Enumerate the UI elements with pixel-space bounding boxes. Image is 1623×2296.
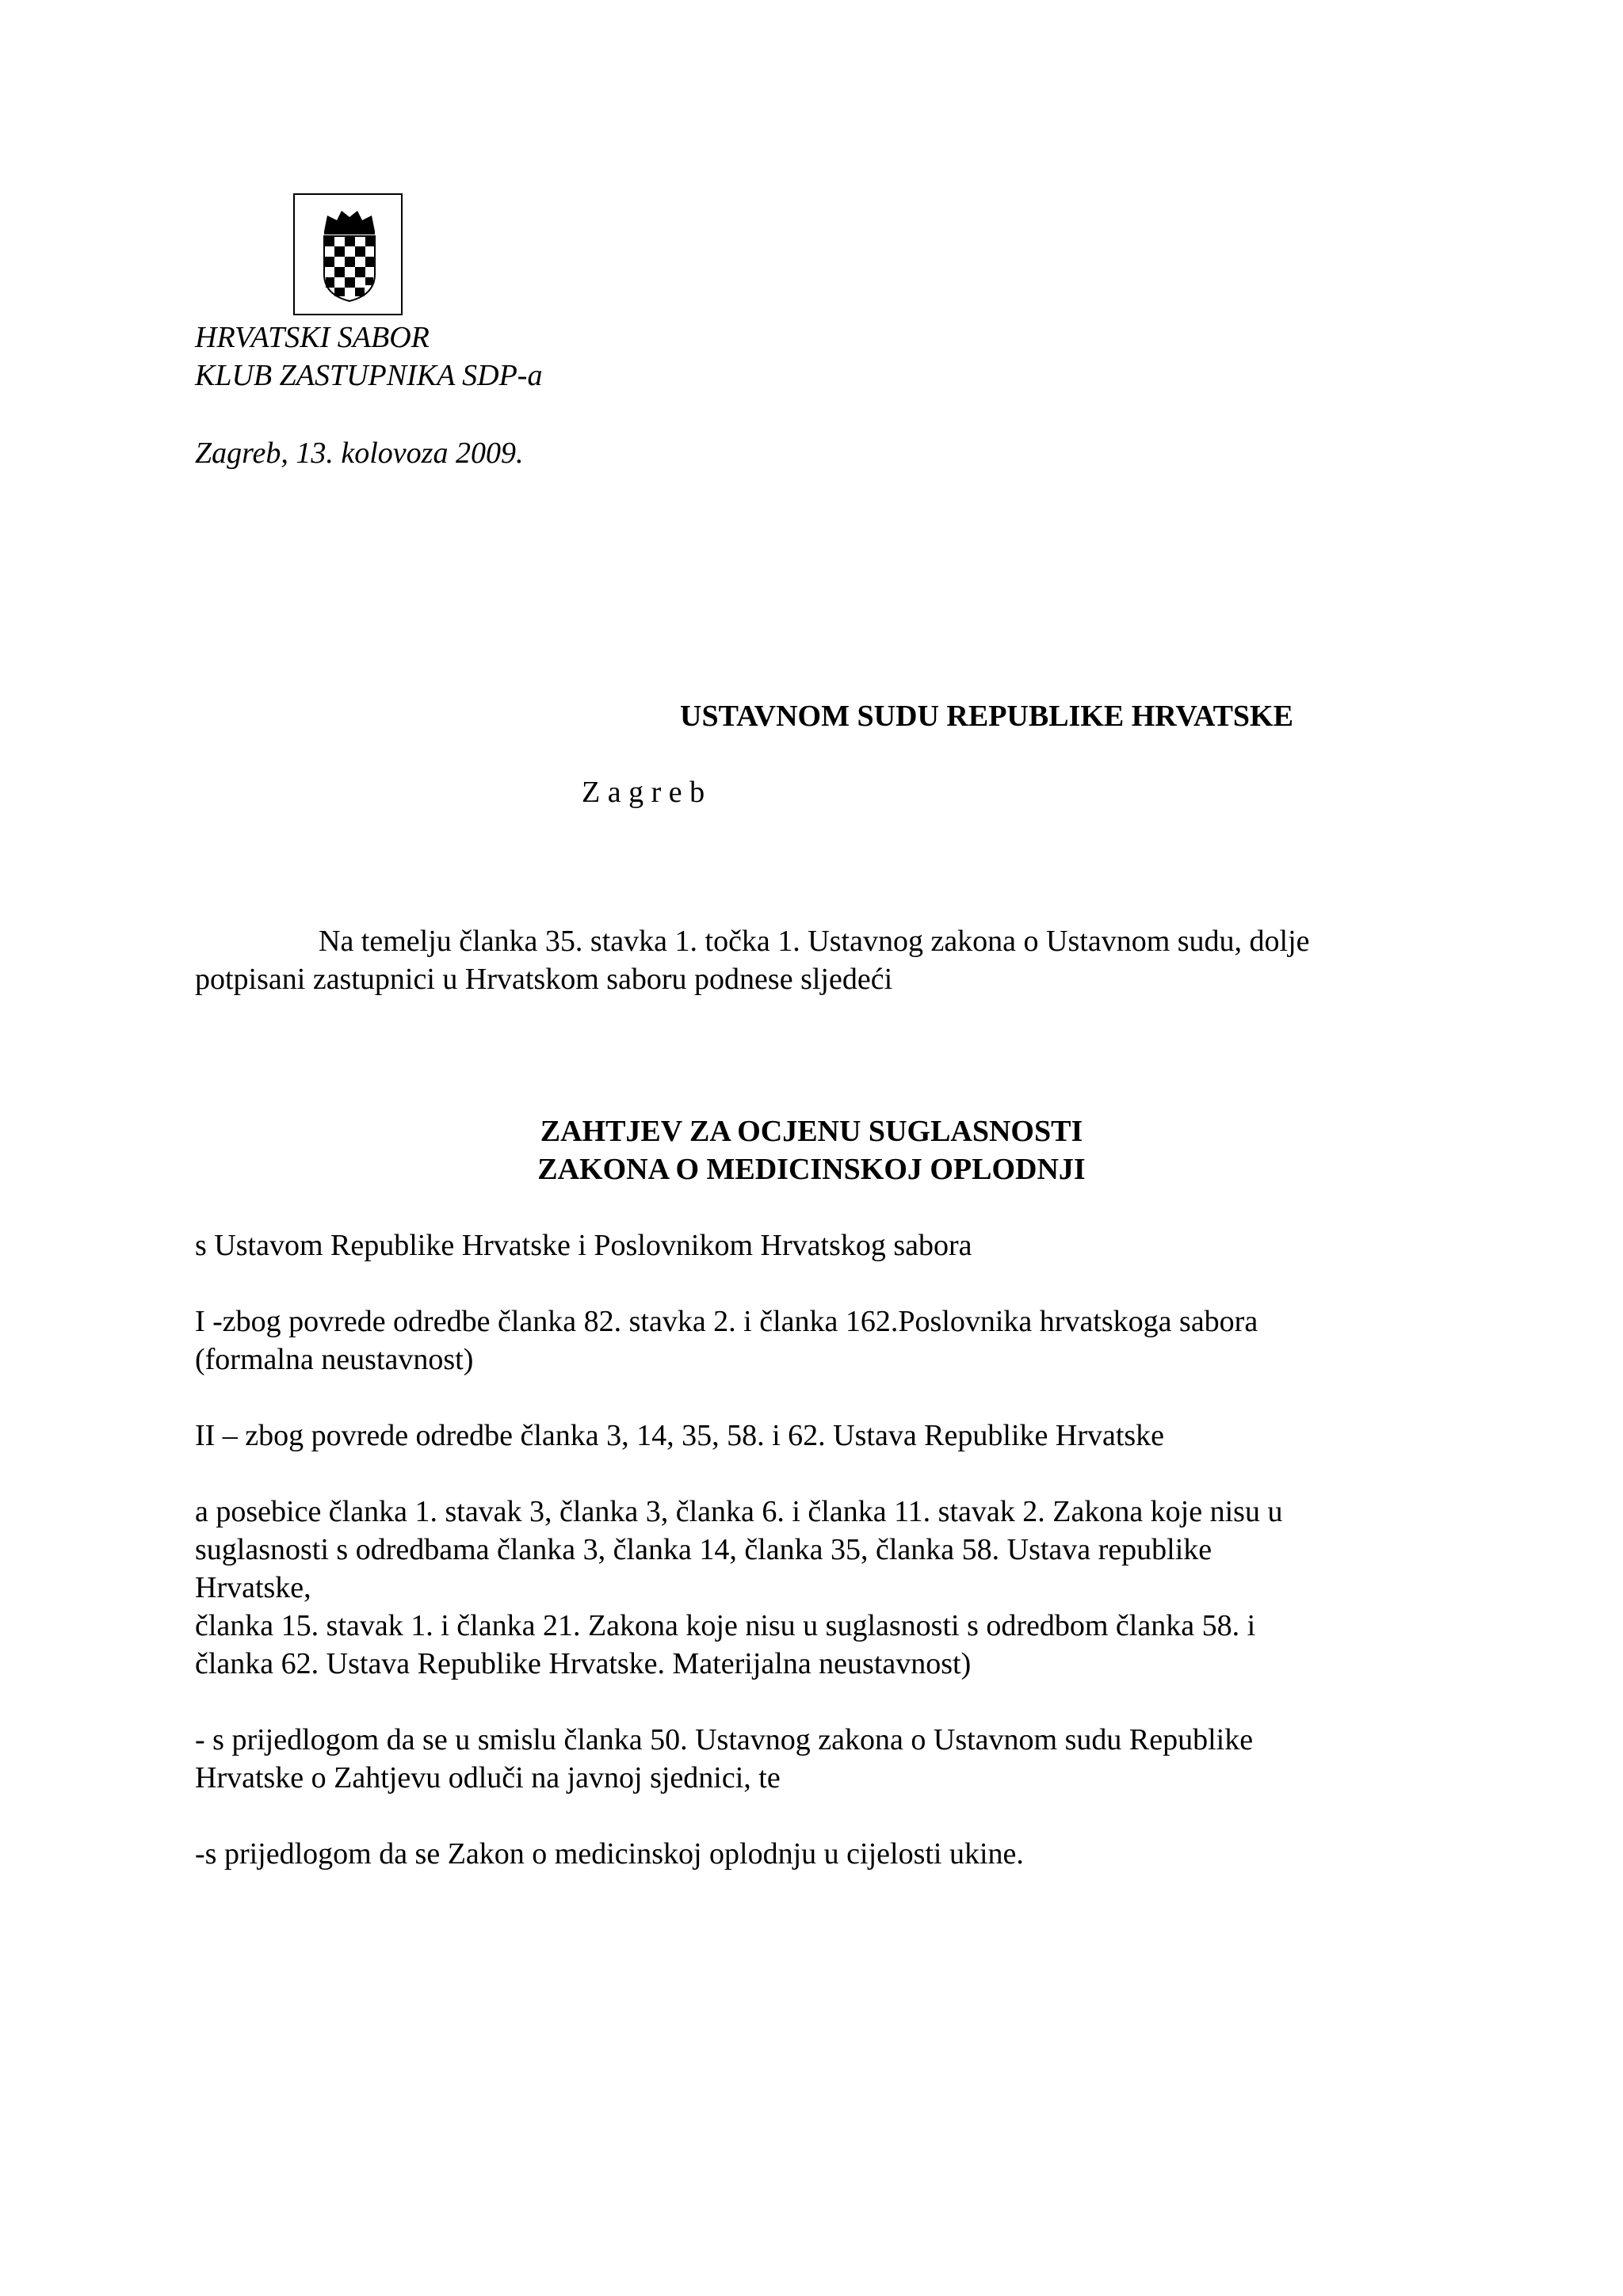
body-paragraph-4-line-3: Hrvatske, (195, 1571, 311, 1604)
addressee-city: Z a g r e b (582, 776, 705, 809)
header-institution: HRVATSKI SABOR (195, 321, 430, 354)
body-paragraph-2-line-1: I -zbog povrede odredbe članka 82. stavka 2. i članka 162.Poslovnika hrvatskoga sabora (195, 1305, 1258, 1338)
intro-line-2: potpisani zastupnici u Hrvatskom saboru podnese sljedeći (195, 963, 893, 996)
croatian-coat-of-arms-icon (321, 208, 378, 303)
body-paragraph-4-line-4: članka 15. stavak 1. i članka 21. Zakona koje nisu u suglasnosti s odredbom članka 58. i (195, 1609, 1256, 1642)
header-club: KLUB ZASTUPNIKA SDP-a (195, 359, 543, 392)
coat-of-arms-frame (293, 193, 403, 315)
body-paragraph-4-line-2: suglasnosti s odredbama članka 3, članka 14, članka 35, članka 58. Ustava republike (195, 1533, 1212, 1566)
body-paragraph-4-line-1: a posebice članka 1. stavak 3, članka 3, članka 6. i članka 11. stavak 2. Zakona koje nisu u (195, 1495, 1283, 1528)
body-paragraph-5-line-1: - s prijedlogom da se u smislu članka 50. Ustavnog zakona o Ustavnom sudu Republike (195, 1723, 1254, 1756)
intro-line-1: Na temelju članka 35. stavka 1. točka 1. Ustavnog zakona o Ustavnom sudu, dolje (319, 925, 1310, 958)
document-title-line-2: ZAKONA O MEDICINSKOJ OPLODNJI (537, 1153, 1086, 1186)
body-paragraph-6: -s prijedlogom da se Zakon o medicinskoj oplodnju u cijelosti ukine. (195, 1837, 1024, 1871)
addressee-court: USTAVNOM SUDU REPUBLIKE HRVATSKE (680, 700, 1293, 733)
body-paragraph-1: s Ustavom Republike Hrvatske i Poslovnikom Hrvatskog sabora (195, 1229, 972, 1262)
document-date: Zagreb, 13. kolovoza 2009. (195, 437, 524, 470)
body-paragraph-3: II – zbog povrede odredbe članka 3, 14, 35, 58. i 62. Ustava Republike Hrvatske (195, 1419, 1165, 1452)
body-paragraph-4-line-5: članka 62. Ustava Republike Hrvatske. Materijalna neustavnost) (195, 1647, 972, 1680)
body-paragraph-5-line-2: Hrvatske o Zahtjevu odluči na javnoj sjednici, te (195, 1761, 781, 1794)
document-title-line-1: ZAHTJEV ZA OCJENU SUGLASNOSTI (540, 1115, 1083, 1148)
body-paragraph-2-line-2: (formalna neustavnost) (195, 1343, 474, 1376)
